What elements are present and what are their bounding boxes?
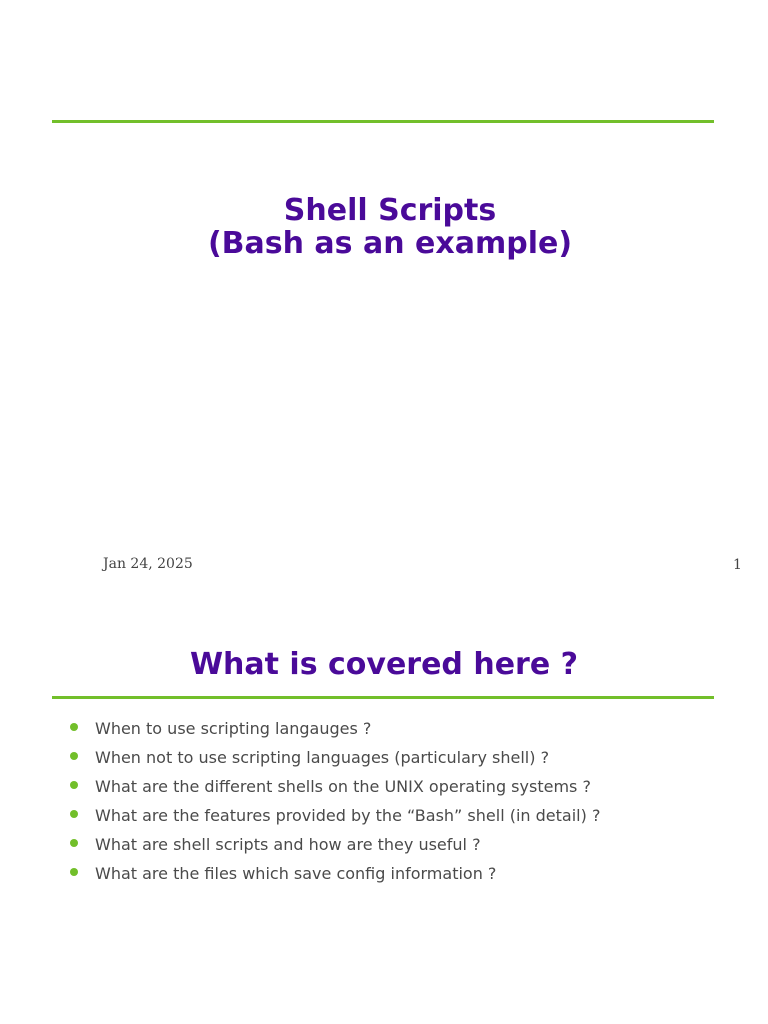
list-item [68,717,600,746]
title-line-1: Shell Scripts [283,193,497,228]
list-item [68,746,600,775]
list-item-text: When to use scripting langauges ? [95,719,372,738]
list-item-text: What are shell scripts and how are they useful ? [95,835,481,854]
list-item-text: What are the different shells on the UNIX operating systems ? [95,777,591,796]
footer-date: Jan 24, 2025 [103,556,193,572]
bullet-dot-icon [70,810,78,818]
list-item-text: What are the files which save config information ? [95,864,497,883]
list-item-text: When not to use scripting languages (particulary shell) ? [95,748,550,767]
list-item-text: What are the features provided by the “Bash” shell (in detail) ? [95,806,601,825]
list-item [68,862,600,891]
top-divider [52,120,714,123]
topic-list [68,717,600,891]
heading-divider [52,696,714,699]
title-line-2: (Bash as an example) [207,226,573,261]
bullet-dot-icon [70,723,78,731]
section-heading: What is covered here ? [189,647,579,682]
bullet-dot-icon [70,868,78,876]
bullet-dot-icon [70,839,78,847]
bullet-dot-icon [70,781,78,789]
slide-title [0,194,768,260]
bullet-dot-icon [70,752,78,760]
list-item [68,775,600,804]
page-number: 1 [733,557,742,573]
list-item [68,833,600,862]
list-item [68,804,600,833]
